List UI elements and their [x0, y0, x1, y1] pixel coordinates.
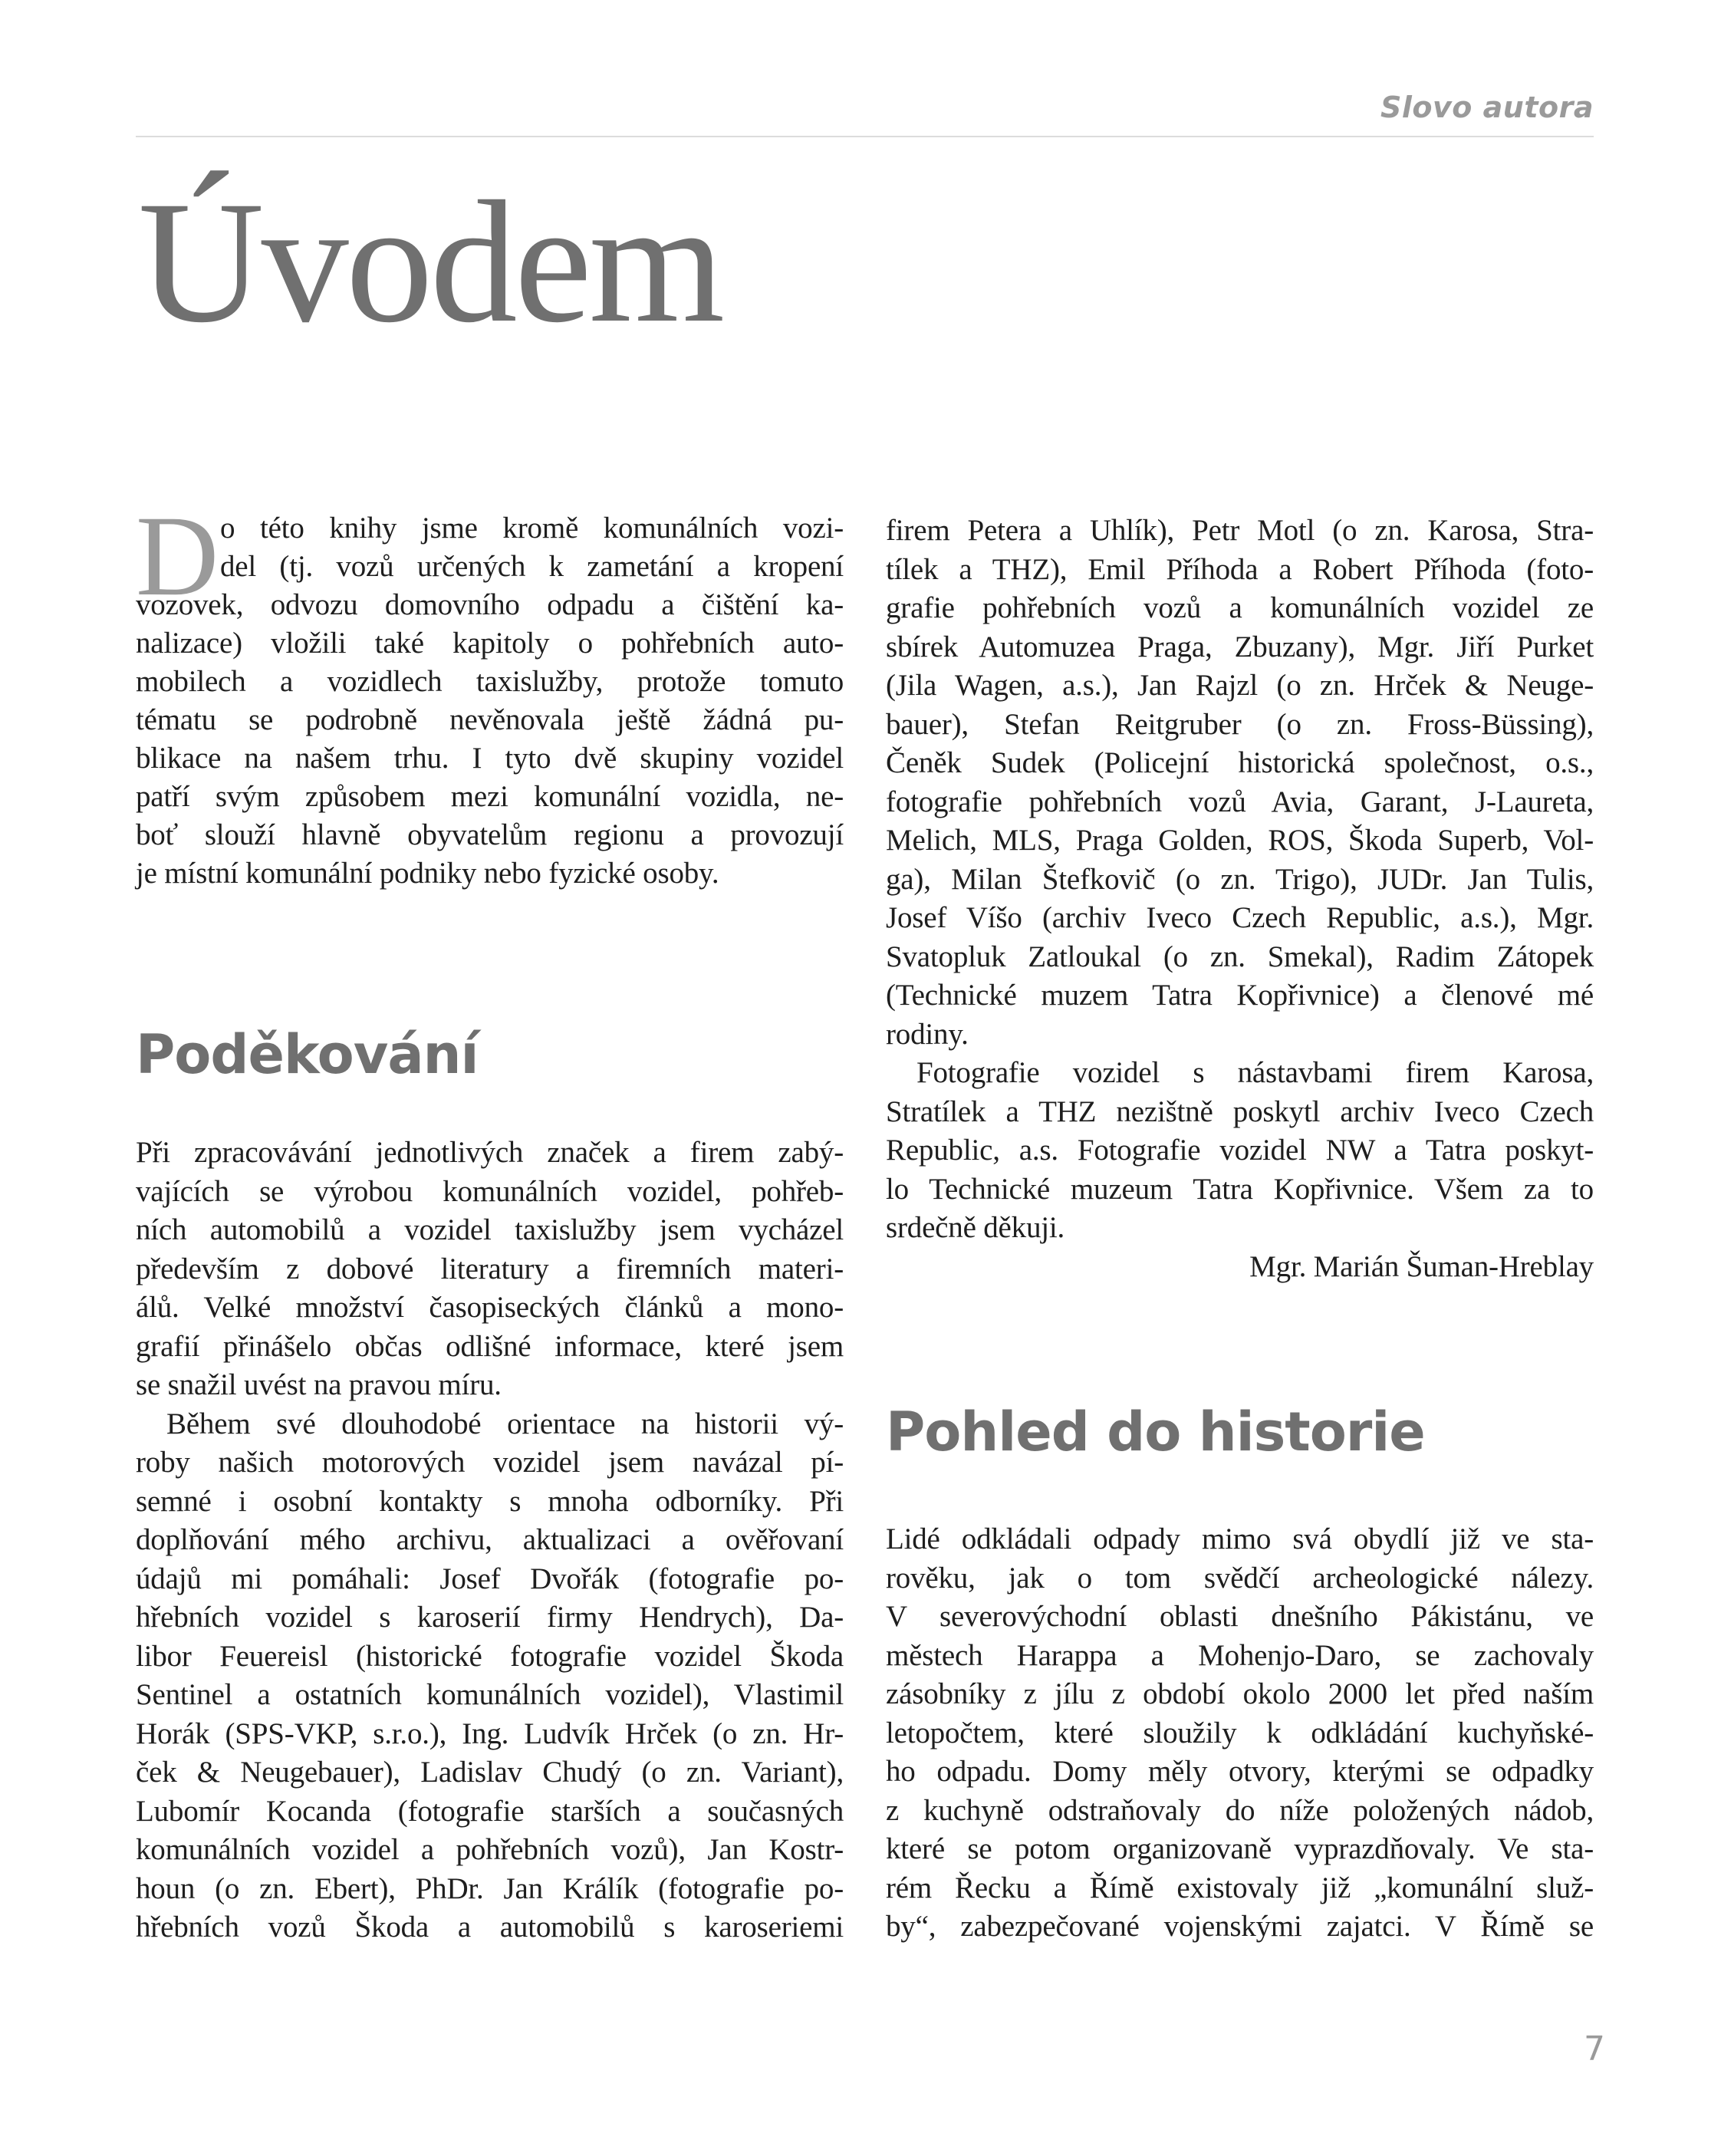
- text-line: patří svým způsobem mezi komunální vozidla, ne-: [136, 780, 844, 813]
- drop-cap: D: [136, 492, 219, 620]
- text-line: doplňování mého archivu, aktualizaci a ověřovaní: [136, 1523, 844, 1556]
- text-line: Josef Víšo (archiv Iveco Czech Republic, a.s.), Mgr.: [886, 901, 1594, 934]
- text-line: bauer), Stefan Reitgruber (o zn. Fross-Büssing),: [886, 707, 1594, 741]
- text-line: Lidé odkládali odpady mimo svá obydlí již ve sta-: [886, 1522, 1594, 1555]
- text-line: se snažil uvést na pravou míru.: [136, 1368, 502, 1401]
- text-line: grafií přinášelo občas odlišné informace, které jsem: [136, 1329, 844, 1363]
- text-line: Sentinel a ostatních komunálních vozidel), Vlastimil: [136, 1678, 844, 1711]
- text-line: Lubomír Kocanda (fotografie starších a současných: [136, 1794, 844, 1828]
- text-line: (Jila Wagen, a.s.), Jan Rajzl (o zn. Hrček & Neuge-: [886, 669, 1594, 702]
- text-line: ních automobilů a vozidel taxislužby jsem vycházel: [136, 1213, 844, 1246]
- text-line: letopočtem, které sloužily k odkládání kuchyňské-: [886, 1716, 1594, 1749]
- text-line: tílek a THZ), Emil Příhoda a Robert Příhoda (foto-: [886, 552, 1594, 586]
- text-line: rověku, jak o tom svědčí archeologické nálezy.: [886, 1561, 1594, 1595]
- text-line: ga), Milan Štefkovič (o zn. Trigo), JUDr. Jan Tulis,: [886, 862, 1594, 896]
- text-line: Horák (SPS-VKP, s.r.o.), Ing. Ludvík Hrček (o zn. Hr-: [136, 1717, 844, 1750]
- text-line: Při zpracovávání jednotlivých značek a firem zabý-: [136, 1136, 844, 1169]
- text-line: srdečně děkuji.: [886, 1211, 1065, 1244]
- text-line: zásobníky z jílu z období okolo 2000 let před naším: [886, 1677, 1594, 1710]
- text-line: grafie pohřebních vozů a komunálních vozidel ze: [886, 591, 1594, 624]
- text-line: hřebních vozů Škoda a automobilů s karoseriemi: [136, 1911, 844, 1944]
- page-number: 7: [1584, 2029, 1605, 2069]
- section-heading-acknowledgements: Poděkování: [136, 1023, 479, 1086]
- text-line: hřebních vozidel s karoserií firmy Hendrych), Da-: [136, 1601, 844, 1634]
- text-line: Během své dlouhodobé orientace na historii vý-: [166, 1407, 844, 1440]
- text-line: fotografie pohřebních vozů Avia, Garant, J-Laureta,: [886, 785, 1594, 818]
- text-line: (Technické muzem Tatra Kopřivnice) a členové mé: [886, 979, 1594, 1012]
- text-line: ho odpadu. Domy měly otvory, kterými se odpadky: [886, 1755, 1594, 1788]
- section-heading-history: Pohled do historie: [886, 1401, 1425, 1463]
- text-line: lo Technické muzeum Tatra Kopřivnice. Všem za to: [886, 1172, 1594, 1206]
- text-line: houn (o zn. Ebert), PhDr. Jan Králík (fotografie po-: [136, 1871, 844, 1905]
- text-line: sbírek Automuzea Praga, Zbuzany), Mgr. Jiří Purket: [886, 630, 1594, 663]
- text-line: komunálních vozidel a pohřebních vozů), Jan Kostr-: [136, 1833, 844, 1866]
- text-line: z kuchyně odstraňovaly do níže položených nádob,: [886, 1793, 1594, 1827]
- text-line: rém Řecku a Římě existovaly již „komunální služ-: [886, 1871, 1594, 1904]
- text-line: Svatopluk Zatloukal (o zn. Smekal), Radim Zátopek: [886, 940, 1594, 973]
- text-line: Republic, a.s. Fotografie vozidel NW a Tatra poskyt-: [886, 1134, 1594, 1167]
- author-signature: Mgr. Marián Šuman-Hreblay: [1249, 1249, 1594, 1283]
- text-line: údajů mi pomáhali: Josef Dvořák (fotografie po-: [136, 1562, 844, 1595]
- text-line: V severovýchodní oblasti dnešního Pákistánu, ve: [886, 1600, 1594, 1633]
- text-line: by“, zabezpečované vojenskými zajatci. V Římě se: [886, 1910, 1594, 1943]
- text-line: del (tj. vozů určených k zametání a kropení: [220, 550, 844, 583]
- text-line: vajících se výrobou komunálních vozidel, pohřeb-: [136, 1174, 844, 1208]
- text-line: je místní komunální podniky nebo fyzické osoby.: [136, 857, 719, 890]
- text-line: vozovek, odvozu domovního odpadu a čištění ka-: [136, 588, 844, 621]
- text-line: boť slouží hlavně obyvatelům regionu a provozují: [136, 818, 844, 851]
- text-line: Čeněk Sudek (Policejní historická společnost, o.s.,: [886, 746, 1594, 779]
- chapter-title: Úvodem: [138, 166, 722, 359]
- text-line: firem Petera a Uhlík), Petr Motl (o zn. Karosa, Stra-: [886, 514, 1594, 547]
- text-line: blikace na našem trhu. I tyto dvě skupiny vozidel: [136, 742, 844, 775]
- text-line: Fotografie vozidel s nástavbami firem Karosa,: [916, 1056, 1594, 1089]
- text-line: ček & Neugebauer), Ladislav Chudý (o zn. Variant),: [136, 1756, 844, 1789]
- text-line: o této knihy jsme kromě komunálních vozi-: [220, 512, 844, 545]
- text-line: roby našich motorových vozidel jsem navázal pí-: [136, 1446, 844, 1479]
- running-head: Slovo autora: [1380, 91, 1594, 124]
- text-line: Melich, MLS, Praga Golden, ROS, Škoda Superb, Vol-: [886, 824, 1594, 857]
- text-line: mobilech a vozidlech taxislužby, protože tomuto: [136, 665, 844, 698]
- text-line: především z dobové literatury a firemních materi-: [136, 1252, 844, 1285]
- header-rule: [136, 136, 1594, 137]
- text-line: libor Feuereisl (historické fotografie vozidel Škoda: [136, 1639, 844, 1673]
- text-line: které se potom organizovaně vyprazdňovaly. Ve sta-: [886, 1832, 1594, 1865]
- text-line: semné i osobní kontakty s mnoha odborníky. Při: [136, 1484, 844, 1518]
- text-line: nalizace) vložili také kapitoly o pohřebních auto-: [136, 627, 844, 660]
- text-line: tématu se podrobně nevěnovala ještě žádná pu-: [136, 703, 844, 736]
- text-line: álů. Velké množství časopiseckých článků a mono-: [136, 1291, 844, 1324]
- text-line: rodiny.: [886, 1017, 969, 1051]
- text-line: městech Harappa a Mohenjo-Daro, se zachovaly: [886, 1638, 1594, 1672]
- text-line: Stratílek a THZ nezištně poskytl archiv Iveco Czech: [886, 1094, 1594, 1128]
